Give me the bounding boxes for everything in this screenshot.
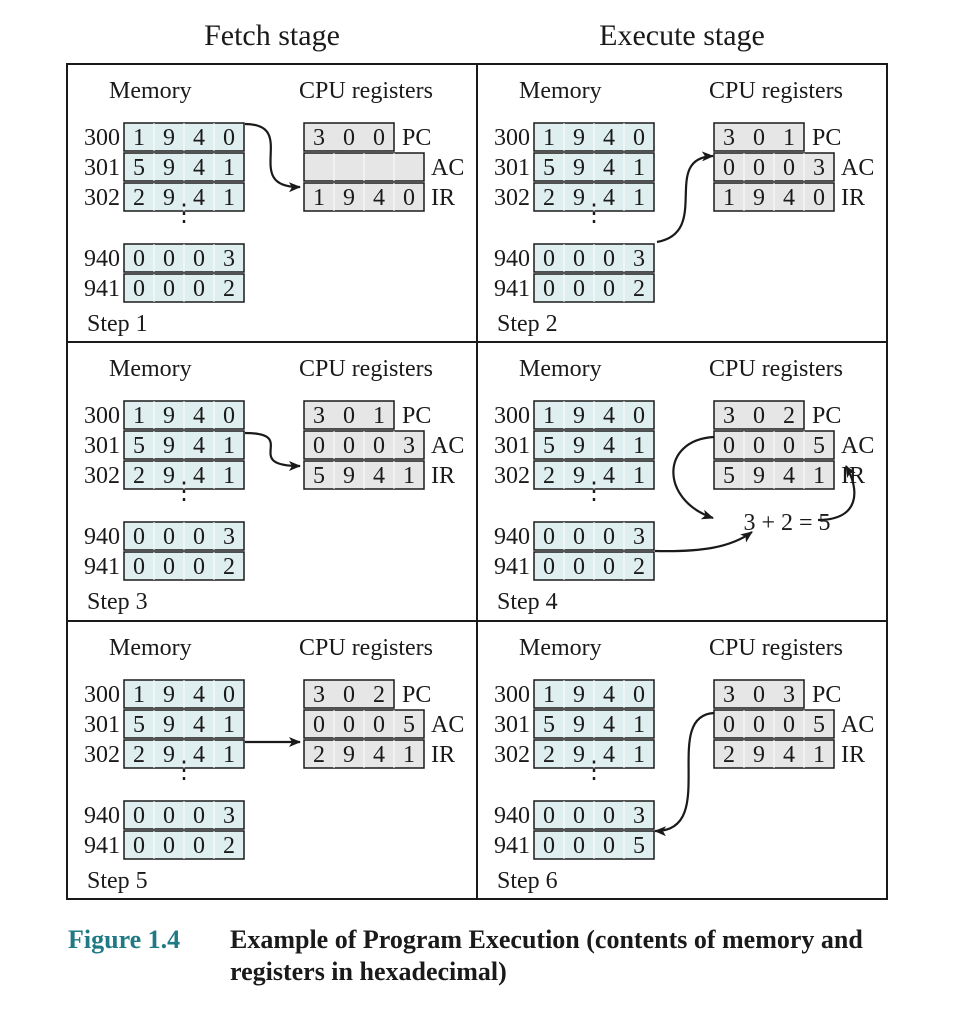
- memory-cell-300-digit: 1: [133, 125, 145, 151]
- ac-register-digit: 0: [343, 433, 355, 459]
- ir-register-digit: 1: [813, 742, 825, 768]
- memory-address: 300: [494, 682, 530, 708]
- ac-register-digit: 3: [403, 433, 415, 459]
- memory-cell-300-digit: 9: [163, 403, 175, 429]
- fetch-stage-header: Fetch stage: [204, 19, 340, 52]
- ir-label: IR: [431, 185, 455, 211]
- memory-cell-301-digit: 4: [193, 433, 205, 459]
- memory-cell-300-digit: 4: [193, 403, 205, 429]
- ac-register-digit: 0: [313, 712, 325, 738]
- memory-cell-941-digit: 0: [193, 554, 205, 580]
- memory-address: 302: [494, 463, 530, 489]
- memory-cell-941-digit: 0: [133, 554, 145, 580]
- memory-address: 301: [494, 712, 530, 738]
- memory-cell-301-digit: 9: [573, 712, 585, 738]
- memory-cell-940-digit: 0: [163, 524, 175, 550]
- memory-cell-302-digit: 4: [193, 742, 205, 768]
- memory-cell-940-digit: 0: [603, 803, 615, 829]
- ir-register-digit: 9: [343, 463, 355, 489]
- ac-register-digit: 0: [343, 712, 355, 738]
- memory-cell-941-digit: 2: [223, 833, 235, 859]
- ir-register-digit: 4: [373, 185, 385, 211]
- ac-register-digit: 0: [723, 433, 735, 459]
- step-label: Step 1: [87, 311, 148, 337]
- memory-label: Memory: [109, 635, 192, 661]
- memory-cell-301-digit: 5: [543, 712, 555, 738]
- ir-register-digit: 9: [753, 463, 765, 489]
- memory-cell-941-digit: 2: [633, 276, 645, 302]
- memory-cell-301-digit: 4: [603, 433, 615, 459]
- memory-cell-301-digit: 5: [133, 712, 145, 738]
- memory-cell-301-digit: 4: [193, 712, 205, 738]
- pc-register-digit: 2: [373, 682, 385, 708]
- ir-register-digit: 0: [403, 185, 415, 211]
- memory-cell-300-digit: 4: [603, 682, 615, 708]
- memory-cell-300-digit: 0: [633, 682, 645, 708]
- cpu-registers-label: CPU registers: [299, 635, 433, 661]
- step-label: Step 6: [497, 868, 558, 894]
- pc-label: PC: [812, 403, 842, 429]
- ac-register-digit: 5: [403, 712, 415, 738]
- memory-cell-940-digit: 0: [543, 246, 555, 272]
- memory-ellipsis: ⋮: [172, 758, 196, 784]
- memory-cell-300-digit: 9: [163, 682, 175, 708]
- memory-cell-302-digit: 9: [573, 742, 585, 768]
- memory-cell-300-digit: 0: [223, 682, 235, 708]
- memory-cell-301-digit: 1: [223, 155, 235, 181]
- memory-cell-301-digit: 9: [163, 712, 175, 738]
- pc-register-digit: 0: [753, 682, 765, 708]
- execute-stage-header: Execute stage: [599, 19, 765, 52]
- memory-cell-941-digit: 0: [573, 554, 585, 580]
- memory-cell-300-digit: 1: [543, 125, 555, 151]
- ir-register-digit: 4: [783, 742, 795, 768]
- memory-label: Memory: [109, 78, 192, 104]
- cpu-registers-label: CPU registers: [299, 78, 433, 104]
- memory-address: 301: [84, 712, 120, 738]
- memory-cell-300-digit: 4: [193, 682, 205, 708]
- figure-number: Figure 1.4: [68, 925, 181, 954]
- ac-register-digit: 0: [753, 433, 765, 459]
- step-5-panel: [84, 635, 464, 894]
- memory-address: 941: [84, 554, 120, 580]
- ir-register-digit: 1: [813, 463, 825, 489]
- memory-cell-302-digit: 1: [223, 742, 235, 768]
- memory-cell-941-digit: 5: [633, 833, 645, 859]
- memory-address: 300: [494, 403, 530, 429]
- ac-label: AC: [841, 712, 875, 738]
- memory-address: 940: [84, 524, 120, 550]
- pc-label: PC: [812, 682, 842, 708]
- ac-label: AC: [431, 155, 465, 181]
- ir-label: IR: [431, 742, 455, 768]
- pc-register-digit: 1: [783, 125, 795, 151]
- ir-label: IR: [431, 463, 455, 489]
- arrow-step2-memory-to-ac: [657, 156, 713, 242]
- memory-cell-941-digit: 0: [603, 833, 615, 859]
- memory-address: 301: [84, 433, 120, 459]
- memory-cell-301-digit: 5: [133, 433, 145, 459]
- memory-cell-941-digit: 0: [603, 554, 615, 580]
- memory-cell-941-digit: 0: [573, 276, 585, 302]
- pc-register-digit: 3: [723, 682, 735, 708]
- memory-cell-302-digit: 1: [223, 463, 235, 489]
- step-label: Step 4: [497, 589, 558, 615]
- memory-cell-302-digit: 2: [133, 742, 145, 768]
- memory-cell-941-digit: 0: [543, 276, 555, 302]
- ir-register-digit: 1: [403, 463, 415, 489]
- ir-label: IR: [841, 185, 865, 211]
- ir-register-digit: 5: [313, 463, 325, 489]
- memory-cell-941-digit: 0: [163, 276, 175, 302]
- memory-cell-941-digit: 0: [193, 833, 205, 859]
- step-3-panel: [84, 356, 464, 615]
- memory-cell-941-digit: 2: [633, 554, 645, 580]
- memory-cell-940-digit: 0: [163, 246, 175, 272]
- memory-cell-941-digit: 0: [163, 554, 175, 580]
- memory-cell-302-digit: 9: [573, 185, 585, 211]
- memory-cell-941-digit: 0: [133, 833, 145, 859]
- ir-register-digit: 9: [753, 742, 765, 768]
- step-label: Step 3: [87, 589, 148, 615]
- memory-cell-940-digit: 3: [223, 524, 235, 550]
- memory-cell-302-digit: 9: [163, 185, 175, 211]
- memory-cell-300-digit: 0: [223, 403, 235, 429]
- pc-register-digit: 0: [753, 403, 765, 429]
- memory-cell-300-digit: 4: [603, 403, 615, 429]
- arrow-step1-memory-to-ir: [245, 124, 300, 187]
- ac-label: AC: [431, 712, 465, 738]
- ac-label: AC: [841, 433, 875, 459]
- arrow-step6-ac-to-memory: [655, 713, 714, 831]
- pc-register-digit: 3: [313, 682, 325, 708]
- ir-register-digit: 1: [403, 742, 415, 768]
- memory-ellipsis: ⋮: [172, 201, 196, 227]
- memory-cell-940-digit: 0: [603, 246, 615, 272]
- memory-cell-941-digit: 2: [223, 276, 235, 302]
- ir-register-digit: 2: [313, 742, 325, 768]
- memory-cell-302-digit: 9: [163, 742, 175, 768]
- arrow-step4-ac-to-sum: [673, 437, 714, 518]
- memory-cell-941-digit: 0: [573, 833, 585, 859]
- memory-address: 302: [84, 463, 120, 489]
- memory-address: 300: [494, 125, 530, 151]
- ir-register-digit: 9: [343, 742, 355, 768]
- ir-register-digit: 4: [373, 742, 385, 768]
- memory-address: 302: [494, 742, 530, 768]
- pc-register-digit: 1: [373, 403, 385, 429]
- ir-register-digit: 9: [753, 185, 765, 211]
- memory-cell-302-digit: 4: [603, 742, 615, 768]
- step-label: Step 5: [87, 868, 148, 894]
- memory-cell-302-digit: 9: [573, 463, 585, 489]
- memory-cell-302-digit: 4: [193, 463, 205, 489]
- memory-cell-300-digit: 1: [543, 682, 555, 708]
- pc-register-digit: 3: [313, 125, 325, 151]
- arrow-step4-memory-to-sum: [655, 532, 752, 551]
- memory-address: 301: [84, 155, 120, 181]
- ir-register-digit: 5: [723, 463, 735, 489]
- memory-cell-940-digit: 3: [633, 246, 645, 272]
- memory-cell-301-digit: 5: [133, 155, 145, 181]
- memory-address: 941: [84, 276, 120, 302]
- memory-label: Memory: [519, 356, 602, 382]
- memory-address: 300: [84, 682, 120, 708]
- ac-register-digit: 0: [723, 712, 735, 738]
- memory-address: 940: [494, 803, 530, 829]
- memory-cell-302-digit: 2: [133, 463, 145, 489]
- memory-address: 301: [494, 155, 530, 181]
- memory-cell-302-digit: 1: [223, 185, 235, 211]
- ir-register-digit: 1: [313, 185, 325, 211]
- memory-cell-300-digit: 0: [633, 403, 645, 429]
- memory-cell-302-digit: 4: [603, 463, 615, 489]
- memory-cell-302-digit: 4: [193, 185, 205, 211]
- memory-cell-940-digit: 0: [573, 246, 585, 272]
- memory-ellipsis: ⋮: [582, 758, 606, 784]
- memory-cell-302-digit: 2: [543, 185, 555, 211]
- ir-label: IR: [841, 463, 865, 489]
- memory-cell-300-digit: 4: [603, 125, 615, 151]
- memory-cell-302-digit: 2: [543, 742, 555, 768]
- memory-cell-300-digit: 9: [163, 125, 175, 151]
- sum-annotation: 3 + 2 = 5: [743, 510, 831, 536]
- memory-cell-301-digit: 1: [633, 712, 645, 738]
- memory-cell-302-digit: 2: [543, 463, 555, 489]
- memory-cell-941-digit: 0: [193, 276, 205, 302]
- memory-cell-302-digit: 2: [133, 185, 145, 211]
- memory-cell-300-digit: 1: [133, 682, 145, 708]
- memory-address: 940: [84, 803, 120, 829]
- pc-register-digit: 3: [783, 682, 795, 708]
- ir-register-digit: 0: [813, 185, 825, 211]
- memory-cell-300-digit: 9: [573, 682, 585, 708]
- pc-register-digit: 0: [373, 125, 385, 151]
- step-label: Step 2: [497, 311, 558, 337]
- memory-cell-302-digit: 9: [163, 463, 175, 489]
- memory-cell-301-digit: 9: [163, 155, 175, 181]
- pc-register-digit: 2: [783, 403, 795, 429]
- memory-cell-301-digit: 4: [603, 155, 615, 181]
- pc-register-digit: 3: [723, 403, 735, 429]
- memory-cell-300-digit: 0: [633, 125, 645, 151]
- memory-cell-302-digit: 1: [633, 185, 645, 211]
- memory-cell-300-digit: 9: [573, 125, 585, 151]
- memory-cell-940-digit: 3: [223, 803, 235, 829]
- memory-cell-302-digit: 1: [633, 463, 645, 489]
- ac-register-digit: 3: [813, 155, 825, 181]
- ir-register-digit: 4: [373, 463, 385, 489]
- ac-register-digit: 5: [813, 433, 825, 459]
- pc-register-digit: 3: [723, 125, 735, 151]
- ir-register-digit: 4: [783, 463, 795, 489]
- memory-cell-940-digit: 0: [543, 803, 555, 829]
- memory-cell-940-digit: 3: [633, 803, 645, 829]
- memory-cell-941-digit: 0: [543, 833, 555, 859]
- memory-address: 302: [84, 742, 120, 768]
- memory-cell-941-digit: 0: [543, 554, 555, 580]
- memory-cell-300-digit: 1: [133, 403, 145, 429]
- step-4-panel: [494, 356, 874, 615]
- memory-cell-940-digit: 0: [133, 246, 145, 272]
- cpu-registers-label: CPU registers: [709, 356, 843, 382]
- ac-register-digit: 0: [753, 712, 765, 738]
- memory-cell-940-digit: 0: [163, 803, 175, 829]
- memory-cell-301-digit: 4: [193, 155, 205, 181]
- memory-cell-940-digit: 0: [573, 524, 585, 550]
- memory-address: 941: [494, 276, 530, 302]
- memory-address: 300: [84, 125, 120, 151]
- memory-cell-300-digit: 1: [543, 403, 555, 429]
- memory-address: 940: [494, 524, 530, 550]
- memory-cell-941-digit: 2: [223, 554, 235, 580]
- memory-label: Memory: [519, 78, 602, 104]
- memory-cell-300-digit: 4: [193, 125, 205, 151]
- ac-register-digit: 5: [813, 712, 825, 738]
- memory-cell-301-digit: 9: [163, 433, 175, 459]
- pc-register-digit: 0: [343, 403, 355, 429]
- memory-address: 941: [84, 833, 120, 859]
- memory-ellipsis: ⋮: [582, 201, 606, 227]
- ac-register-digit: 0: [783, 433, 795, 459]
- ac-register-digit: 0: [783, 712, 795, 738]
- pc-register-digit: 0: [343, 682, 355, 708]
- figure-title: Example of Program Execution (contents of memory and registers in hexadecimal): [230, 925, 863, 986]
- memory-cell-301-digit: 1: [223, 433, 235, 459]
- memory-cell-940-digit: 0: [573, 803, 585, 829]
- ac-register-digit: 0: [723, 155, 735, 181]
- memory-cell-301-digit: 1: [633, 433, 645, 459]
- pc-label: PC: [812, 125, 842, 151]
- ac-label: AC: [841, 155, 875, 181]
- ir-register-digit: 1: [723, 185, 735, 211]
- memory-cell-301-digit: 5: [543, 155, 555, 181]
- pc-register-digit: 3: [313, 403, 325, 429]
- memory-address: 940: [494, 246, 530, 272]
- pc-label: PC: [402, 403, 432, 429]
- ac-register-digit: 0: [313, 433, 325, 459]
- ir-register-digit: 2: [723, 742, 735, 768]
- memory-cell-940-digit: 0: [193, 524, 205, 550]
- ac-label: AC: [431, 433, 465, 459]
- memory-cell-941-digit: 0: [133, 276, 145, 302]
- memory-address: 302: [84, 185, 120, 211]
- cpu-registers-label: CPU registers: [299, 356, 433, 382]
- memory-address: 300: [84, 403, 120, 429]
- memory-cell-301-digit: 9: [573, 155, 585, 181]
- memory-cell-300-digit: 9: [573, 403, 585, 429]
- ac-register-digit: 0: [373, 433, 385, 459]
- memory-cell-940-digit: 0: [193, 803, 205, 829]
- memory-cell-940-digit: 0: [543, 524, 555, 550]
- memory-cell-300-digit: 0: [223, 125, 235, 151]
- cpu-registers-label: CPU registers: [709, 635, 843, 661]
- memory-cell-941-digit: 0: [603, 276, 615, 302]
- memory-cell-940-digit: 0: [133, 524, 145, 550]
- memory-cell-940-digit: 3: [633, 524, 645, 550]
- memory-cell-302-digit: 1: [633, 742, 645, 768]
- memory-cell-301-digit: 9: [573, 433, 585, 459]
- memory-address: 301: [494, 433, 530, 459]
- cpu-registers-label: CPU registers: [709, 78, 843, 104]
- memory-address: 302: [494, 185, 530, 211]
- memory-cell-941-digit: 0: [163, 833, 175, 859]
- memory-cell-301-digit: 1: [223, 712, 235, 738]
- memory-label: Memory: [519, 635, 602, 661]
- memory-cell-301-digit: 4: [603, 712, 615, 738]
- memory-cell-301-digit: 5: [543, 433, 555, 459]
- memory-cell-940-digit: 0: [193, 246, 205, 272]
- pc-label: PC: [402, 682, 432, 708]
- ac-register-digit: 0: [783, 155, 795, 181]
- arrow-step3-memory-to-ir: [245, 433, 300, 466]
- memory-cell-302-digit: 4: [603, 185, 615, 211]
- pc-register-digit: 0: [343, 125, 355, 151]
- memory-cell-940-digit: 3: [223, 246, 235, 272]
- pc-label: PC: [402, 125, 432, 151]
- ir-register-digit: 4: [783, 185, 795, 211]
- memory-address: 941: [494, 554, 530, 580]
- ac-register-digit: 0: [753, 155, 765, 181]
- memory-ellipsis: ⋮: [582, 479, 606, 505]
- memory-address: 941: [494, 833, 530, 859]
- memory-cell-940-digit: 0: [603, 524, 615, 550]
- memory-cell-940-digit: 0: [133, 803, 145, 829]
- step-1-panel: [84, 78, 464, 337]
- ir-register-digit: 9: [343, 185, 355, 211]
- ir-label: IR: [841, 742, 865, 768]
- memory-ellipsis: ⋮: [172, 479, 196, 505]
- step-6-panel: [494, 635, 874, 894]
- ac-register-digit: 0: [373, 712, 385, 738]
- memory-cell-301-digit: 1: [633, 155, 645, 181]
- pc-register-digit: 0: [753, 125, 765, 151]
- memory-label: Memory: [109, 356, 192, 382]
- memory-address: 940: [84, 246, 120, 272]
